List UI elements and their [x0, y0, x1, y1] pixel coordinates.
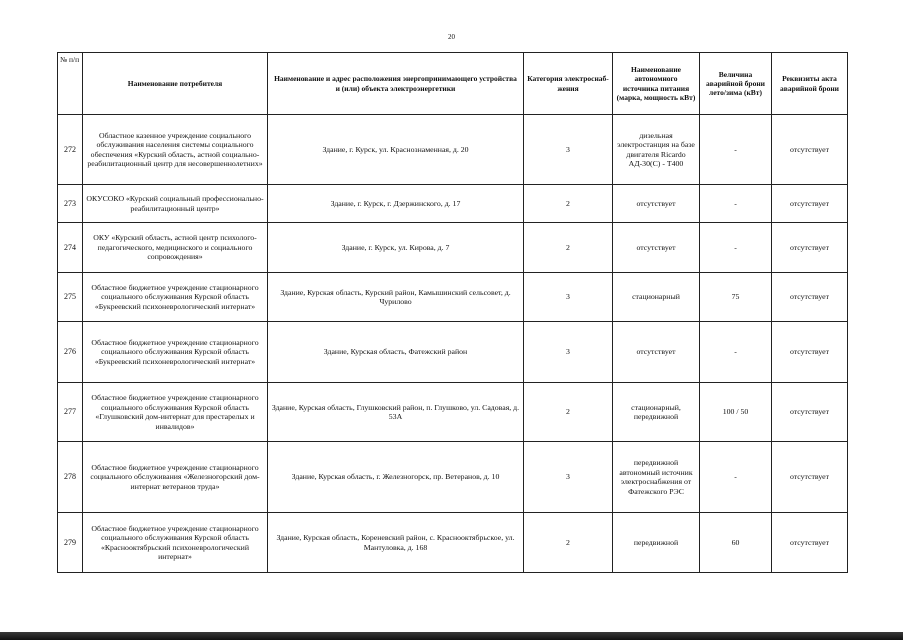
cell-num: 272 [58, 115, 83, 185]
table-row [58, 223, 848, 273]
cell-act: отсутствует [772, 383, 848, 442]
table-row [58, 185, 848, 223]
cell-act: отсутствует [772, 115, 848, 185]
header-source: Наименование автономного источника питания (марка, мощность кВт) [613, 53, 700, 115]
cell-source: отсутствует [613, 223, 700, 273]
cell-address: Здание, Курская область, Кореневский район, с. Краснооктябрьское, ул. Мантуловка, д. 168 [268, 513, 524, 573]
cell-address: Здание, г. Курск, ул. Краснознаменная, д. 20 [268, 115, 524, 185]
header-category: Категория электроснаб-жения [524, 53, 613, 115]
table-row [58, 115, 848, 185]
cell-act: отсутствует [772, 322, 848, 383]
cell-category: 3 [524, 442, 613, 513]
cell-address: Здание, Курская область, Фатежский район [268, 322, 524, 383]
cell-category: 3 [524, 273, 613, 322]
cell-reserve: - [700, 115, 772, 185]
cell-category: 2 [524, 513, 613, 573]
cell-num: 273 [58, 185, 83, 223]
cell-consumer: ОКУСОКО «Курский социальный профессионально-реабилитационный центр» [83, 185, 268, 223]
cell-act: отсутствует [772, 185, 848, 223]
cell-source: стационарный, передвижной [613, 383, 700, 442]
cell-reserve: - [700, 322, 772, 383]
cell-consumer: Областное бюджетное учреждение стационарного социального обслуживания Курской область «Букреевский психоневрологический интернат» [83, 273, 268, 322]
cell-reserve: 60 [700, 513, 772, 573]
cell-source: стационарный [613, 273, 700, 322]
cell-reserve: - [700, 185, 772, 223]
cell-num: 277 [58, 383, 83, 442]
cell-consumer: Областное бюджетное учреждение стационарного социального обслуживания Курской область «Краснооктябрьский психоневрологический интернат» [83, 513, 268, 573]
cell-consumer: Областное казенное учреждение социального обслуживания населения системы социального обеспечения «Курский область, астной социально-реабилитационный центр для несовершеннолетних» [83, 115, 268, 185]
cell-reserve: - [700, 223, 772, 273]
cell-act: отсутствует [772, 513, 848, 573]
cell-reserve: 100 / 50 [700, 383, 772, 442]
cell-num: 279 [58, 513, 83, 573]
page-number: 20 [448, 33, 455, 41]
cell-act: отсутствует [772, 223, 848, 273]
cell-address: Здание, г. Курск, ул. Кирова, д. 7 [268, 223, 524, 273]
table-row [58, 273, 848, 322]
header-address: Наименование и адрес расположения энергопринимающего устройства и (или) объекта электроэнергетики [268, 53, 524, 115]
cell-consumer: Областное бюджетное учреждение стационарного социального обслуживания Курской область «Глушковский дом-интернат для престарелых и инвалидов» [83, 383, 268, 442]
cell-reserve: 75 [700, 273, 772, 322]
cell-source: передвижной автономный источник электроснабжения от Фатежского РЭС [613, 442, 700, 513]
cell-source: передвижной [613, 513, 700, 573]
scan-bottom-edge [0, 632, 903, 640]
table-row [58, 322, 848, 383]
consumers-table [57, 52, 848, 573]
header-act: Реквизиты акта аварийной брони [772, 53, 848, 115]
cell-consumer: Областное бюджетное учреждение стационарного социального обслуживания Курской область «Букреевский психоневрологический интернат» [83, 322, 268, 383]
cell-act: отсутствует [772, 442, 848, 513]
cell-reserve: - [700, 442, 772, 513]
cell-act: отсутствует [772, 273, 848, 322]
cell-num: 276 [58, 322, 83, 383]
header-reserve: Величина аварийной брони лето/зима (кВт) [700, 53, 772, 115]
header-num: № п/п [58, 53, 83, 115]
cell-num: 275 [58, 273, 83, 322]
cell-consumer: Областное бюджетное учреждение стационарного социального обслуживания «Железногорский дом-интернат ветеранов труда» [83, 442, 268, 513]
cell-num: 274 [58, 223, 83, 273]
cell-address: Здание, Курская область, Курский район, Камышинский сельсовет, д. Чурилово [268, 273, 524, 322]
cell-category: 2 [524, 223, 613, 273]
table-row [58, 442, 848, 513]
table-row [58, 513, 848, 573]
cell-address: Здание, Курская область, г. Железногорск, пр. Ветеранов, д. 10 [268, 442, 524, 513]
table-header-row [58, 53, 848, 115]
cell-source: отсутствует [613, 185, 700, 223]
cell-address: Здание, г. Курск, г. Дзержинского, д. 17 [268, 185, 524, 223]
cell-category: 3 [524, 115, 613, 185]
cell-address: Здание, Курская область, Глушковский район, п. Глушково, ул. Садовая, д. 53А [268, 383, 524, 442]
cell-source: отсутствует [613, 322, 700, 383]
cell-category: 3 [524, 322, 613, 383]
header-consumer: Наименование потребителя [83, 53, 268, 115]
cell-category: 2 [524, 185, 613, 223]
cell-source: дизельная электростанция на базе двигателя Ricardo АД-30(С) - Т400 [613, 115, 700, 185]
cell-consumer: ОКУ «Курский область, астной центр психолого- педагогического, медицинского и социального сопровождения» [83, 223, 268, 273]
cell-category: 2 [524, 383, 613, 442]
table-row [58, 383, 848, 442]
cell-num: 278 [58, 442, 83, 513]
